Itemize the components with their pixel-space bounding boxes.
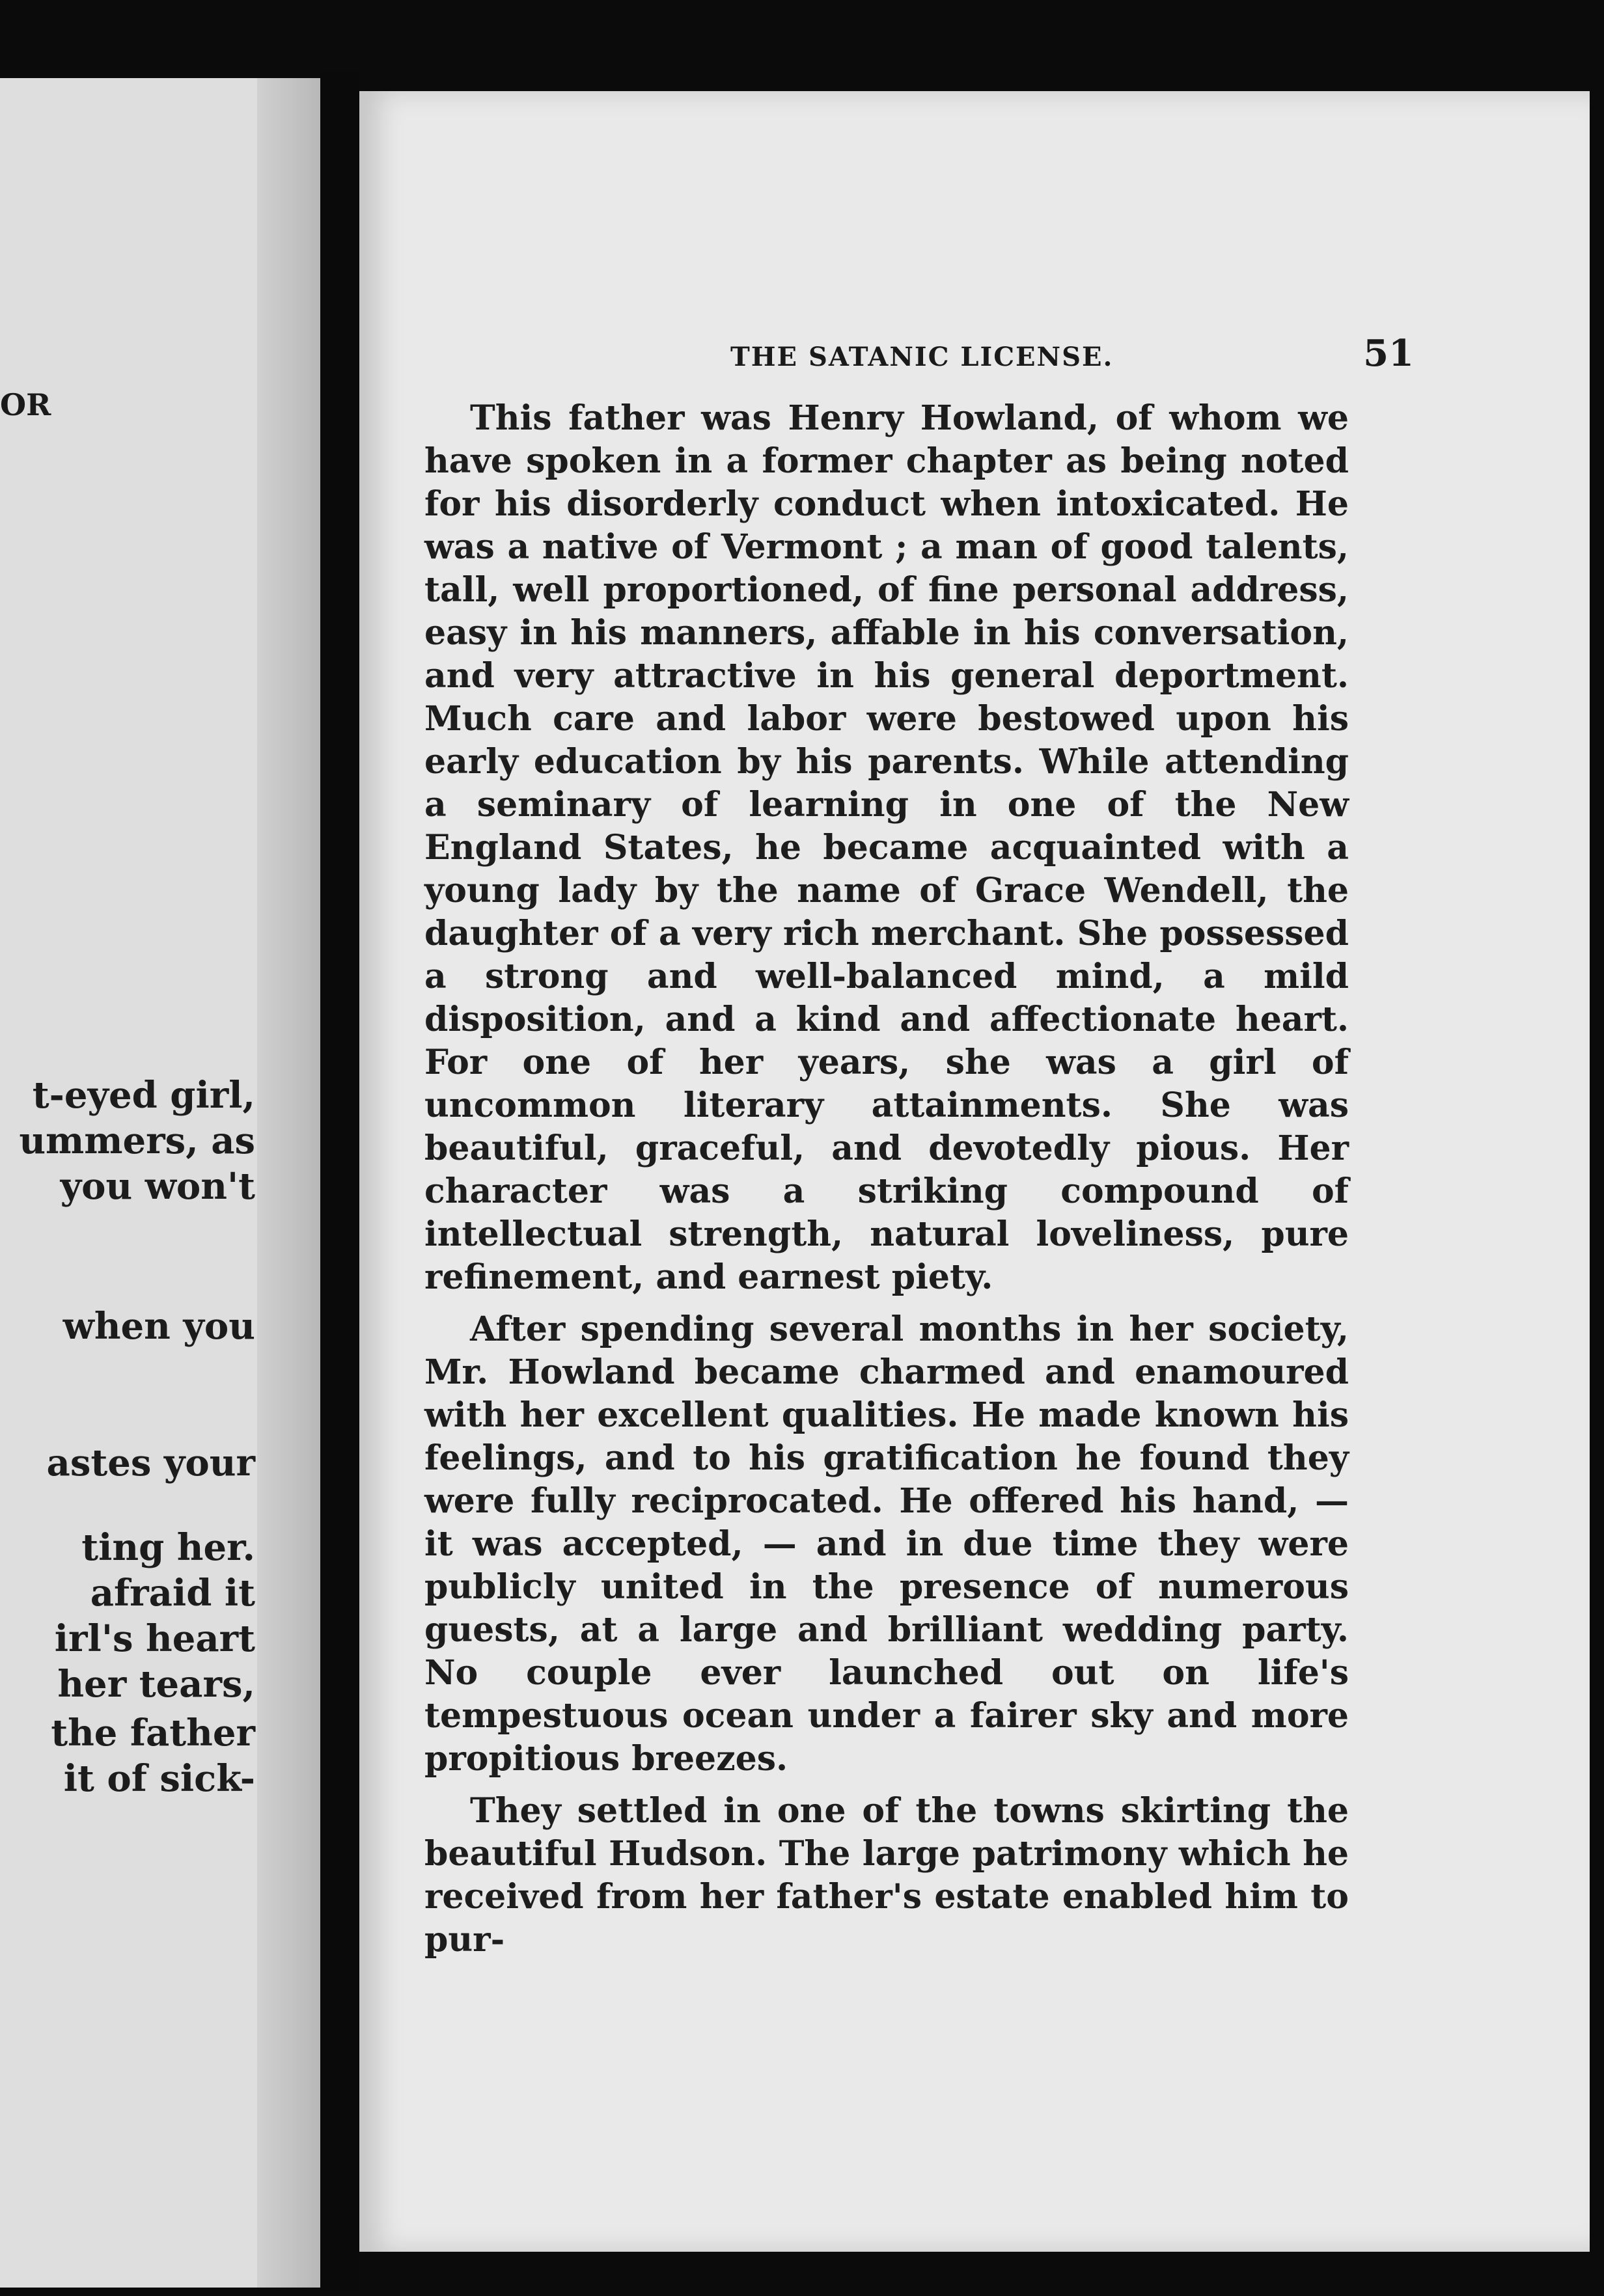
running-title: THE SATANIC LICENSE.: [730, 342, 1114, 372]
left-line-fragment: astes your: [46, 1442, 255, 1484]
paragraph: They settled in one of the towns skirting the beautiful Hudson. The large patrimony which he received from her father's estate enabled him to pur-: [424, 1791, 1349, 1960]
left-line-fragment: the father: [51, 1712, 255, 1755]
body-text: [424, 397, 1349, 1971]
left-line-fragment: t-eyed girl,: [32, 1074, 255, 1117]
page-number: 51: [1363, 332, 1414, 375]
left-line-fragment: afraid it: [90, 1572, 255, 1615]
running-head: [691, 332, 1414, 375]
left-line-fragment: when you: [62, 1305, 255, 1348]
left-line-fragment: ummers, as: [19, 1119, 255, 1162]
left-line-fragment: ting her.: [81, 1526, 255, 1569]
left-running-head-fragment: OR: [0, 387, 51, 422]
paragraph: This father was Henry Howland, of whom we have spoken in a former chapter as being noted for his disorderly conduct when intoxicated. He was a native of Vermont ; a man of good talents, tall, well proportioned, of fine personal address, easy in his manners, affable in his conversation, and very attractive in his general deportment. Much care and labor were bestowed upon his early education by his parents. While attending a seminary of learning in one of the New England States, he became acquainted with a young lady by the name of Grace Wendell, the daughter of a very rich merchant. She possessed a strong and well-balanced mind, a mild disposition, and a kind and affectionate heart. For one of her years, she was a girl of uncommon literary attainments. She was beautiful, graceful, and devotedly pious. Her character was a striking compound of intellectual strength, natural loveliness, pure refinement, and earnest piety.: [424, 398, 1349, 1297]
paragraph: After spending several months in her society, Mr. Howland became charmed and enamoured with her excellent qualities. He made known his feelings, and to his gratification he found they were fully reciprocated. He offered his hand, — it was accepted, — and in due time they were publicly united in the presence of numerous guests, at a large and brilliant wedding party. No couple ever launched out on life's tempestuous ocean under a fairer sky and more propitious breezes.: [424, 1309, 1349, 1779]
left-page-gutter: [257, 78, 320, 2288]
left-page: [0, 78, 320, 2288]
right-page: [359, 91, 1590, 2252]
left-line-fragment: it of sick-: [63, 1757, 255, 1800]
left-line-fragment: her tears,: [57, 1663, 255, 1706]
left-line-fragment: you won't: [60, 1165, 255, 1208]
book-spine-shadow: [320, 72, 359, 2291]
left-line-fragment: irl's heart: [54, 1617, 255, 1660]
